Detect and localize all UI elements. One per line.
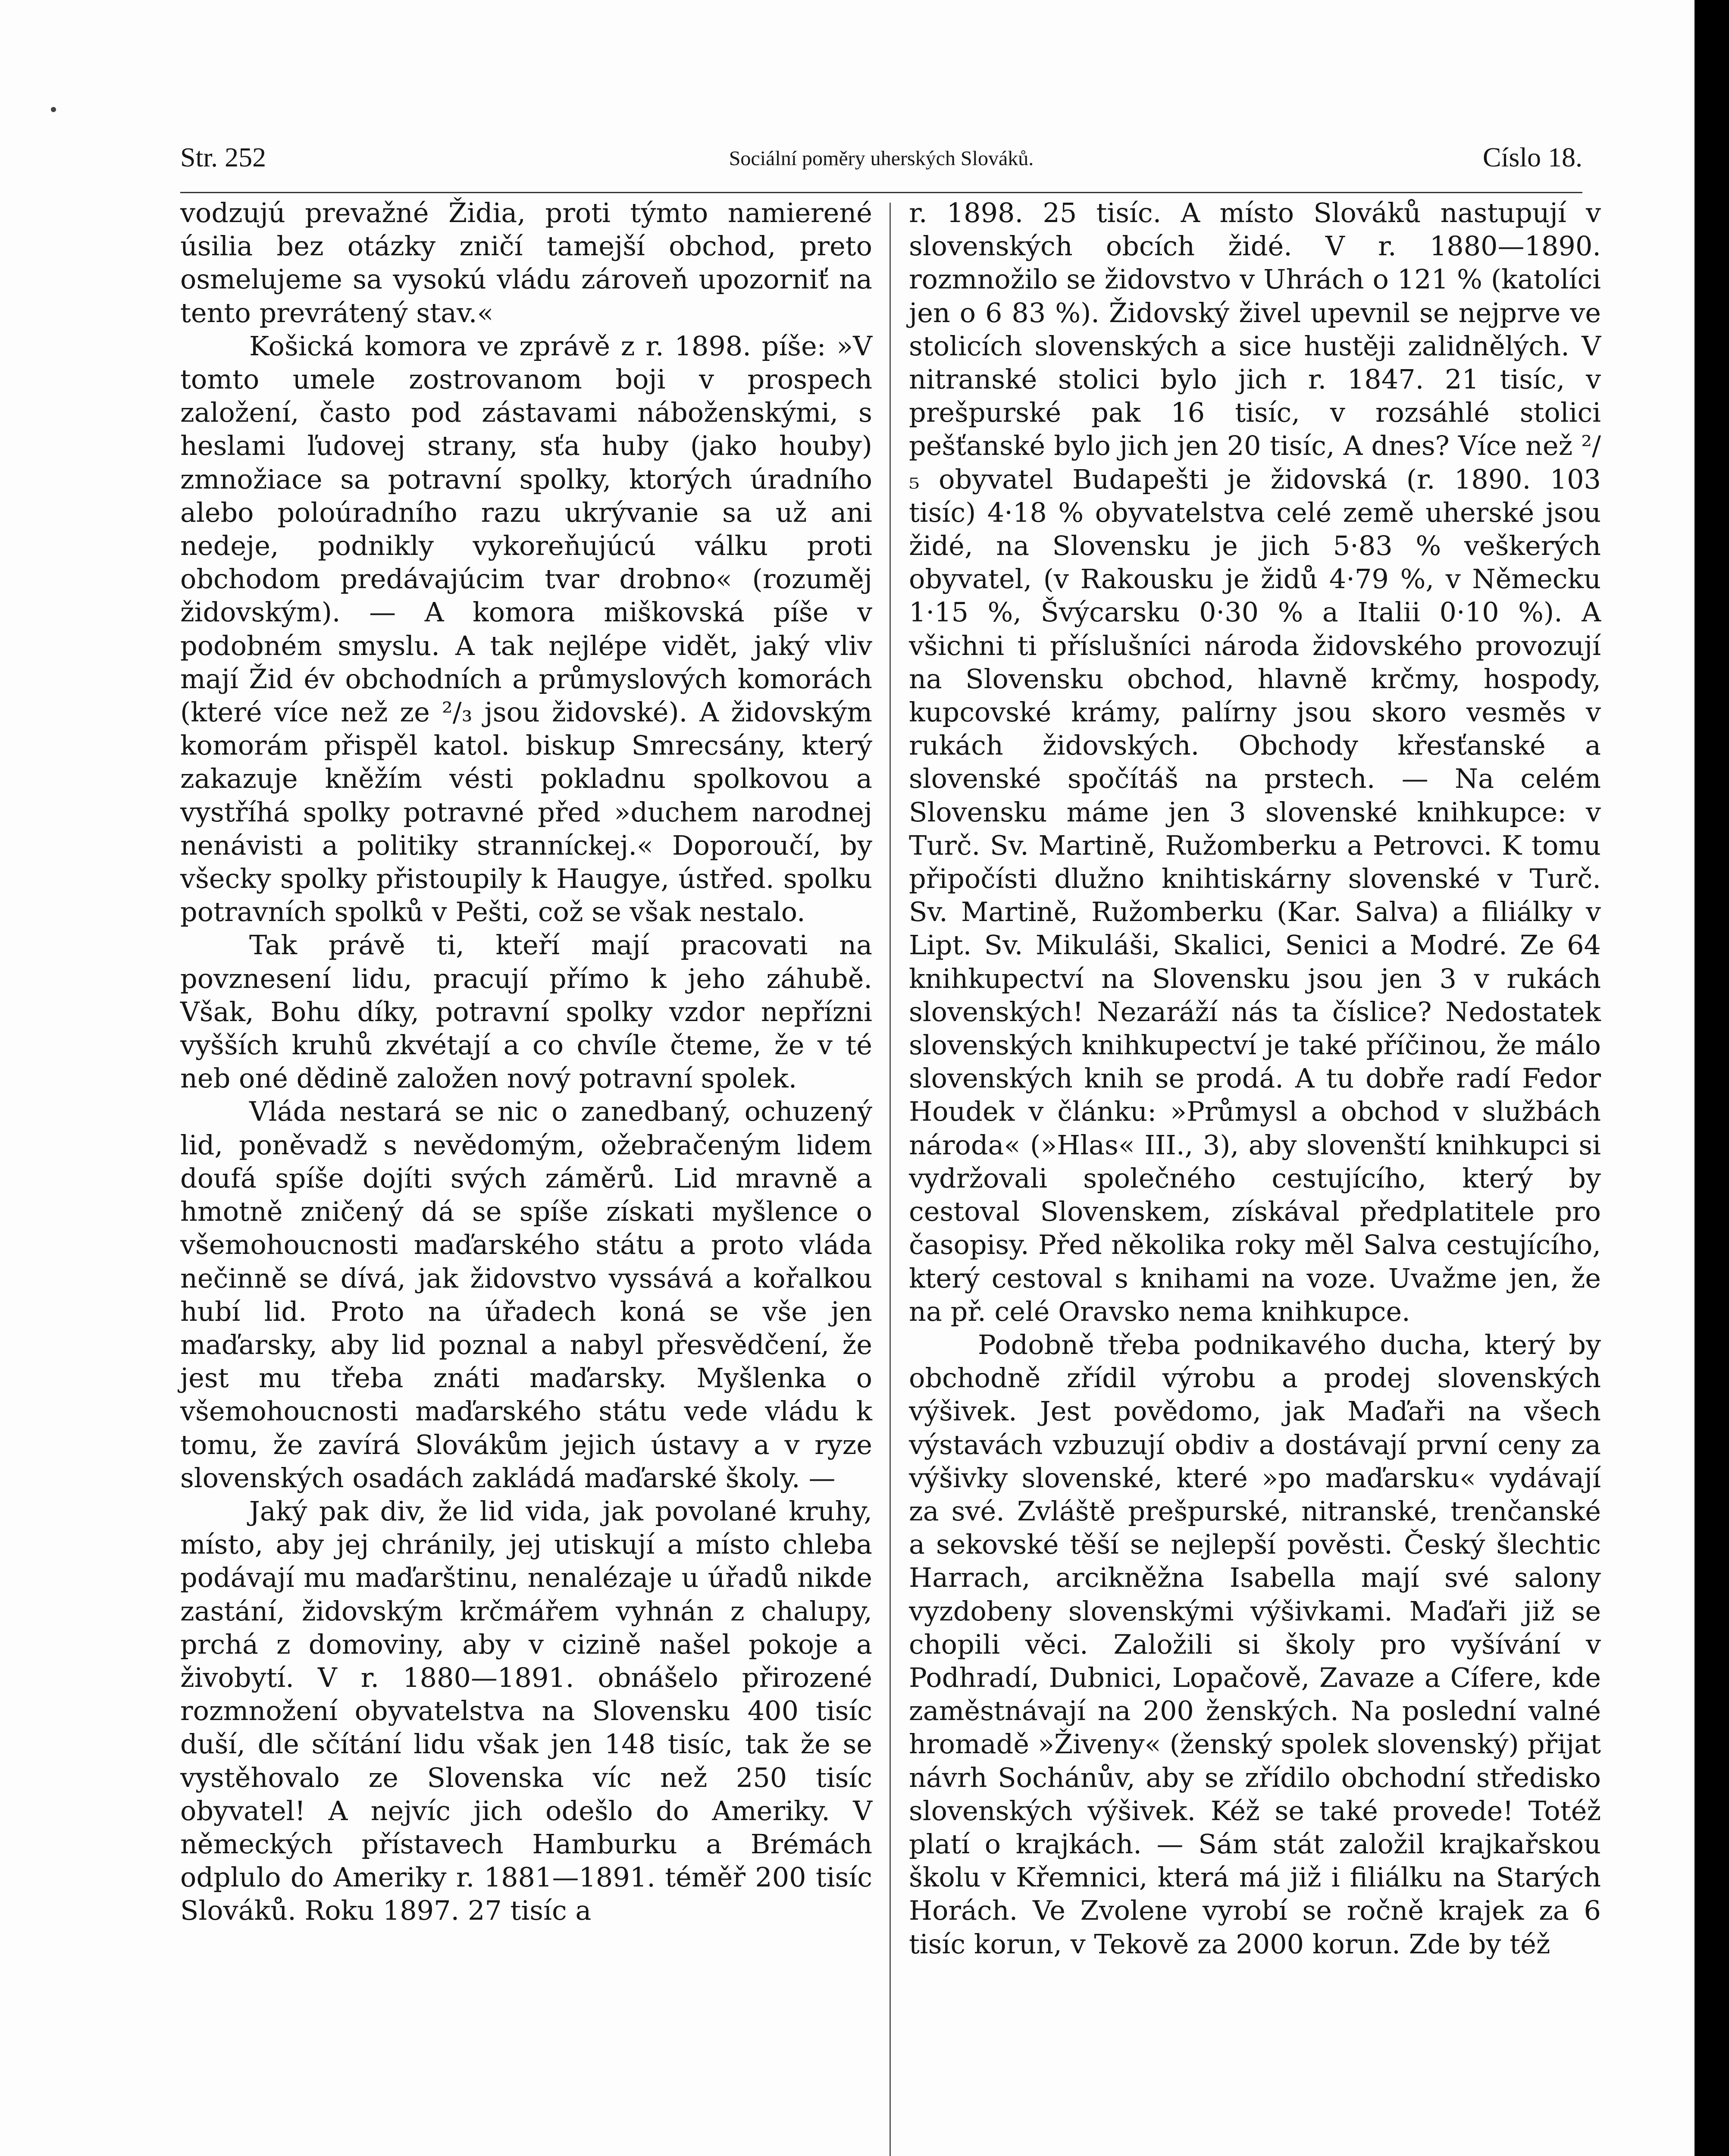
ink-speck [51,107,56,112]
paragraph: vodzujú prevažné Židia, proti týmto namierené úsilia bez otázky zničí tamejší obchod, preto osmelujeme sa vysokú vládu zároveň upozorniť na tento prevrátený stav.« [180,197,872,329]
right-column [909,196,1601,1961]
paragraph: Jaký pak div, že lid vida, jak povolané kruhy, místo, aby jej chránily, jej utiskují a místo chleba podávají mu maďarštinu, nenalézaje u úřadů nikde zastání, židovským krčmářem vyhnán z chalupy, prchá z domoviny, aby v cizině našel pokoje a živobytí. V r. 1880—1891. obnášelo přirozené rozmnožení obyvatelstva na Slovensku 400 tisíc duší, dle sčítání lidu však jen 148 tisíc, tak že se vystěhovalo ze Slovenska víc než 250 tisíc obyvatel! A nejvíc jich odešlo do Ameriky. V německých přístavech Hamburku a Brémách odplulo do Ameriky r. 1881—1891. téměř 200 tisíc Slováků. Roku 1897. 27 tisíc a [180,1495,872,1927]
paragraph: r. 1898. 25 tisíc. A místo Slováků nastupují v slovenských obcích židé. V r. 1880—1890. rozmnožilo se židovstvo v Uhrách o 121 % (katolíci jen o 6 83 %). Židovský živel upevnil se nejprve ve stolicích slovenských a sice hustěji zalidnělých. V nitranské stolici bylo jich r. 1847. 21 tisíc, v prešpurské pak 16 tisíc, v rozsáhlé stolici pešťanské bylo jich jen 20 tisíc, A dnes? Více než ²/₅ obyvatel Budapešti je židovská (r. 1890. 103 tisíc) 4·18 % obyvatelstva celé země uherské jsou židé, na Slovensku je jich 5·83 % veškerých obyvatel, (v Rakousku je židů 4·79 %, v Německu 1·15 %, Švýcarsku 0·30 % a Italii 0·10 %). A všichni ti příslušníci národa židovského provozují na Slovensku obchod, hlavně krčmy, hospody, kupcovské krámy, palírny jsou skoro vesměs v rukách židovských. Obchody křesťanské a slovenské spočítáš na prstech. — Na celém Slovensku máme jen 3 slovenské knihkupce: v Turč. Sv. Martině, Ružomberku a Petrovci. K tomu připočísti dlužno knihtiskárny slovenské v Turč. Sv. Martině, Ružomberku (Kar. Salva) a filiálky v Lipt. Sv. Mikuláši, Skalici, Senici a Modré. Ze 64 knihkupectví na Slovensku jsou jen 3 v rukách slovenských! Nezaráží nás ta číslice? Nedostatek slovenských knihkupectví je také příčinou, že málo slovenských knih se prodá. A tu dobře radí Fedor Houdek v článku: »Průmysl a obchod v službách národa« (»Hlas« III., 3), aby slovenští knihkupci si vydržovali společného cestujícího, který by cestoval Slovenskem, získával předplatitele pro časopisy. Před několika roky měl Salva cestujícího, který cestoval s knihami na voze. Uvažme jen, že na př. celé Oravsko nema knihkupce. [909,197,1601,1327]
column-divider [890,203,891,2156]
paragraph: Tak právě ti, kteří mají pracovati na povznesení lidu, pracují přímo k jeho záhubě. Však, Bohu díky, potravní spolky vzdor nepřízni vyšších kruhů zkvétají a co chvíle čteme, že v té neb oné dědině založen nový potravní spolek. [180,929,872,1094]
header-rule [180,192,1582,193]
paragraph: Vláda nestará se nic o zanedbaný, ochuzený lid, poněvadž s nevědomým, ožebračeným lidem doufá spíše dojíti svých záměrů. Lid mravně a hmotně zničený dá se spíše získati myšlence o všemohoucnosti maďarského státu a proto vláda nečinně se dívá, jak židovstvo vyssává a kořalkou hubí lid. Proto na úřadech koná se vše jen maďarsky, aby lid poznal a nabyl přesvědčení, že jest mu třeba znáti maďarsky. Myšlenka o všemohoucnosti maďarského státu vede vládu k tomu, že zavírá Slovákům jejich ústavy a v ryze slovenských osadách zakládá maďarské školy. — [180,1096,872,1494]
left-column [180,196,872,1927]
page-header [180,138,1582,185]
running-title: Sociální poměry uherských Slováků. [729,147,1034,170]
issue-number: Císlo 18. [1482,142,1582,172]
paragraph: Podobně třeba podnikavého ducha, který by obchodně zřídil výrobu a prodej slovenských výšivek. Jest povědomo, jak Maďaři na všech výstavách vzbuzují obdiv a dostávají první ceny za výšivky slovenské, které »po maďarsku« vydávají za své. Zvláště prešpurské, nitranské, trenčanské a sekovské těší se nejlepší pověsti. Český šlechtic Harrach, arcikněžna Isabella mají své salony vyzdobeny slovenskými výšivkami. Maďaři již se chopili věci. Založili si školy pro vyšívání v Podhradí, Dubnici, Lopačově, Zavaze a Cífere, kde zaměstnávají na 200 ženských. Na poslední valné hromadě »Živeny« (ženský spolek slovenský) přijat návrh Sochánův, aby se zřídilo obchodní středisko slovenských výšivek. Kéž se také provede! Totéž platí o krajkách. — Sám stát založil krajkařskou školu v Křemnici, která má již i filiálku na Starých Horách. Ve Zvolene vyrobí se ročně krajek za 6 tisíc korun, v Tekově za 2000 korun. Zde by též [909,1329,1601,1960]
paragraph: Košická komora ve zprávě z r. 1898. píše: »V tomto umele zostrovanom boji v prospech založení, často pod zástavami náboženskými, s heslami ľudovej strany, sťa huby (jako houby) zmnožiace sa potravní spolky, ktorých úradního alebo poloúradního razu ukrývanie sa už ani nedeje, podnikly vykoreňujúcú válku proti obchodom predávajúcim tvar drobno« (rozuměj židovským). — A komora miškovská píše v podobném smyslu. A tak nejlépe vidět, jaký vliv mají Žid év obchodních a průmyslových komorách (které více než ze ²/₃ jsou židovské). A židovským komorám přispěl katol. biskup Smrecsány, který zakazuje kněžím vésti pokladnu spolkovou a vystříhá spolky potravné před »duchem narodnej nenávisti a politiky stranníckej.« Doporoučí, by všecky spolky přistoupily k Haugye, ústřed. spolku potravních spolků v Pešti, což se však nestalo. [180,330,872,928]
page-number: Str. 252 [180,142,266,172]
